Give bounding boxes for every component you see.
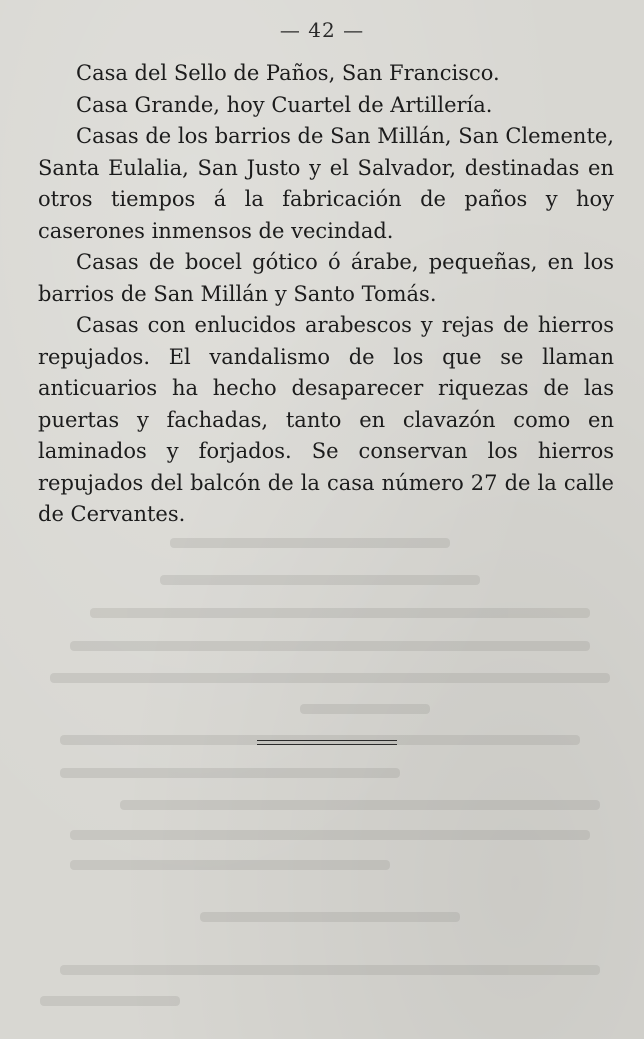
paragraph: Casas de bocel gótico ó árabe, pequeñas, en los barrios de San Millán y Santo Tomás.: [38, 250, 614, 306]
page-number: — 42 —: [279, 18, 365, 42]
paragraph: Casas con enlucidos arabescos y rejas de hierros repujados. El vandalismo de los que se llaman anticuarios ha hecho desaparecer riquezas de las puertas y fachadas, tanto en clavazón como en laminados y forjados. Se conservan los hierros repujados del balcón de la casa número 27 de la calle de Cervantes.: [38, 313, 614, 526]
section-divider: [257, 740, 397, 745]
body-text: [38, 58, 614, 531]
paragraph: Casas de los barrios de San Millán, San Clemente, Santa Eulalia, San Justo y el Salvador, destinadas en otros tiempos á la fabricación de paños y hoy caserones inmensos de vecindad.: [38, 124, 614, 243]
paragraph: Casa Grande, hoy Cuartel de Artillería.: [76, 92, 493, 117]
paragraph: Casa del Sello de Paños, San Francisco.: [76, 61, 500, 85]
